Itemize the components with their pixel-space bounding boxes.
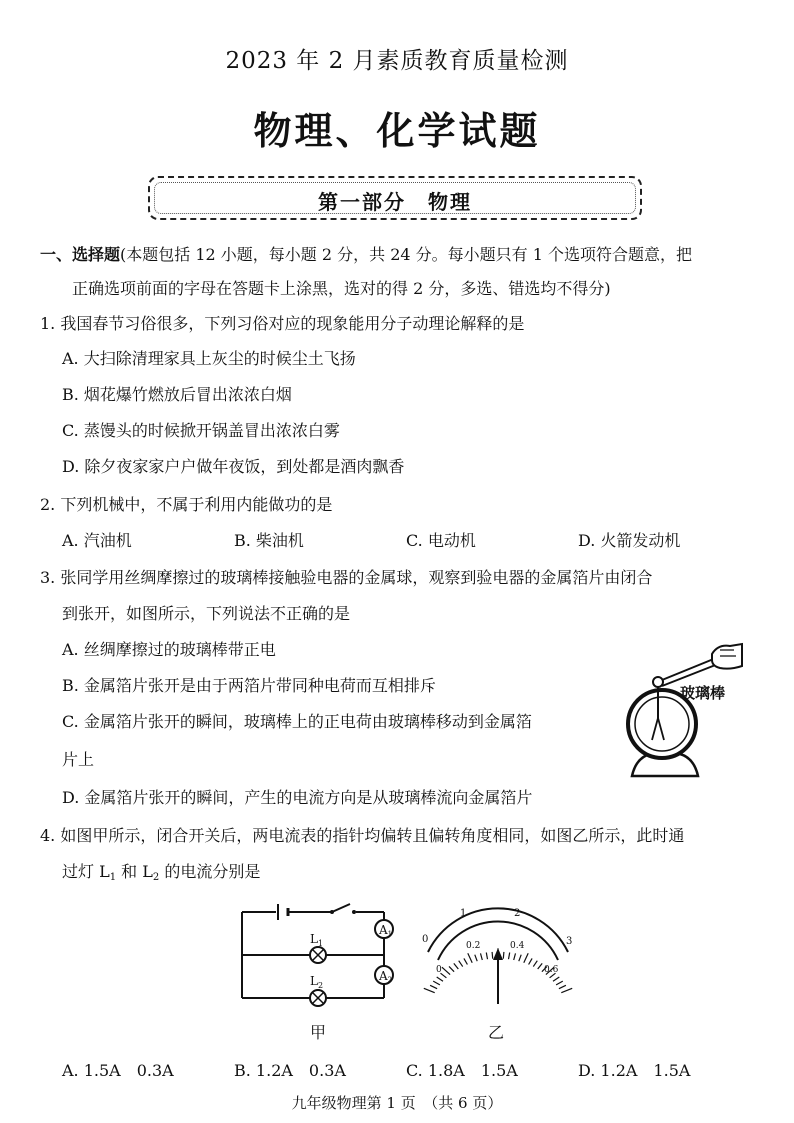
question-1-option-b: B. 烟花爆竹燃放后冒出浓浓白烟: [62, 385, 292, 404]
question-4-stem-line1: 4. 如图甲所示，闭合开关后，两电流表的指针均偏转且偏转角度相同，如图乙所示，此时通: [40, 826, 685, 845]
question-4-option-d: D. 1.2A 1.5A: [578, 1061, 691, 1080]
dial-tick: [481, 953, 483, 960]
question-2-stem: 2. 下列机械中，不属于利用内能做功的是: [40, 495, 333, 514]
dial-tick: [503, 952, 504, 959]
question-3-option-c: C. 金属箔片张开的瞬间，玻璃棒上的正电荷由玻璃棒移动到金属箔: [62, 712, 532, 731]
ammeter-dial-figure: [418, 900, 578, 1010]
dial-tick: [559, 985, 566, 988]
dial-tick: [430, 985, 437, 988]
question-3-option-d: D. 金属箔片张开的瞬间，产生的电流方向是从玻璃棒流向金属箔片: [62, 788, 533, 807]
question-1-stem: 1. 我国春节习俗很多，下列习俗对应的现象能用分子动理论解释的是: [40, 314, 525, 333]
dial-tick: [449, 966, 454, 971]
question-1-option-d: D. 除夕夜家家户户做年夜饭，到处都是酒肉飘香: [62, 457, 405, 476]
dial-tick: [454, 963, 459, 969]
question-3-option-b: B. 金属箔片张开是由于两箔片带同种电荷而互相排斥: [62, 676, 436, 695]
dial-tick: [486, 953, 487, 960]
question-4-option-b: B. 1.2A 0.3A: [234, 1061, 346, 1080]
dial-tick: [533, 961, 537, 967]
dial-tick: [529, 958, 533, 964]
dial-tick: [519, 955, 521, 962]
dial-tick: [442, 967, 450, 974]
figure-jia-label: 甲: [310, 1023, 327, 1042]
question-3-option-a: A. 丝绸摩擦过的玻璃棒带正电: [62, 640, 276, 659]
dial-tick: [524, 953, 528, 963]
svg-text:L2: $L_2$: [310, 974, 324, 990]
dial-tick: [538, 963, 543, 969]
section-title: 第一部分 物理: [318, 190, 472, 214]
svg-text:A1: A1: [379, 923, 393, 938]
svg-text:0: 0: [436, 965, 442, 975]
dial-tick: [459, 961, 463, 967]
svg-text:1: 1: [460, 908, 467, 919]
dial-tick: [556, 981, 563, 985]
question-4-option-a: A. 1.5A 0.3A: [62, 1061, 174, 1080]
dial-tick: [509, 953, 510, 960]
exam-title: 2023 年 2 月素质教育质量检测: [225, 48, 569, 74]
question-3-stem-line2: 到张开，如图所示，下列说法不正确的是: [62, 604, 351, 623]
dial-tick: [433, 981, 440, 985]
dial-tick: [468, 953, 472, 963]
instructions-line2: 正确选项前面的字母在答题卡上涂黑，选对的得 2 分，多选、错选均不得分): [72, 279, 611, 298]
svg-text:0: 0: [422, 934, 429, 945]
dial-tick: [492, 952, 493, 959]
svg-text:3: 3: [566, 936, 573, 947]
dial-tick: [464, 958, 468, 964]
svg-text:0.2: 0.2: [466, 941, 481, 951]
section-label: 一、选择题: [40, 245, 121, 264]
figure-yi-label: 乙: [488, 1023, 505, 1042]
subject-title: 物理、化学试题: [253, 108, 541, 153]
question-2-option-c: C. 电动机: [406, 531, 476, 550]
svg-text:L1: $L_1$: [310, 932, 324, 948]
question-1-option-a: A. 大扫除清理家具上灰尘的时候尘土飞扬: [62, 349, 356, 368]
question-4-stem-line2: 过灯 $L_1$ 和 $L_2$ 的电流分别是: [62, 862, 261, 883]
svg-text:0.6: 0.6: [544, 965, 559, 975]
circuit-diagram: [232, 900, 408, 1010]
svg-text:0.4: 0.4: [510, 941, 525, 951]
dial-tick: [437, 977, 443, 981]
page-footer: 九年级物理第 1 页 （共 6 页）: [291, 1094, 503, 1112]
dial-tick: [561, 988, 572, 992]
dial-tick: [424, 988, 435, 992]
glass-rod-label: 玻璃棒: [680, 684, 726, 702]
svg-text:2: 2: [514, 908, 521, 919]
question-2-option-a: A. 汽油机: [62, 531, 132, 550]
dial-tick: [514, 953, 516, 960]
svg-text:A2: A2: [379, 969, 393, 984]
question-4-option-c: C. 1.8A 1.5A: [406, 1061, 518, 1080]
dial-tick: [553, 977, 559, 981]
question-2-option-d: D. 火箭发动机: [578, 531, 681, 550]
question-3-option-c-cont: 片上: [62, 750, 95, 769]
question-3-stem-line1: 3. 张同学用丝绸摩擦过的玻璃棒接触验电器的金属球，观察到验电器的金属箔片由闭合: [40, 568, 653, 587]
instructions-line1: 一、选择题(本题包括 12 小题，每小题 2 分，共 24 分。每小题只有 1 个选项符合题意，把: [40, 245, 693, 264]
question-1-option-c: C. 蒸馒头的时候掀开锅盖冒出浓浓白雾: [62, 421, 340, 440]
electroscope-figure: [612, 636, 744, 786]
dial-tick: [475, 955, 477, 962]
question-2-option-b: B. 柴油机: [234, 531, 304, 550]
